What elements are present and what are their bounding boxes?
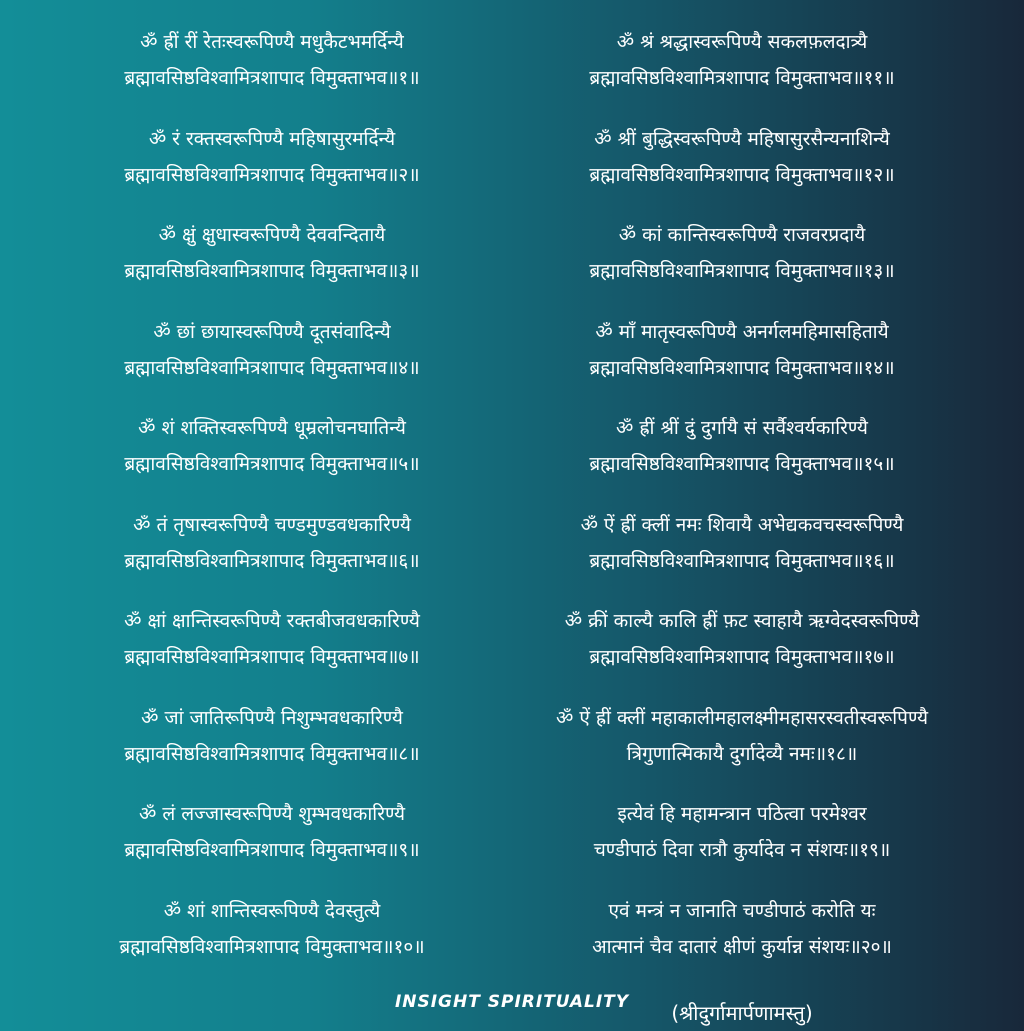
verse-17 — [500, 603, 984, 700]
verse-20 — [500, 893, 984, 990]
verse-refrain-line: आत्मानं चैव दातारं क्षीणं कुर्यान्न संशयः॥२०॥ — [592, 935, 892, 958]
verse-3 — [40, 217, 504, 314]
verse-mantra-line: ॐ रं रक्तस्वरूपिण्यै महिषासुरमर्दिन्यै — [148, 127, 396, 150]
verse-refrain-line: ब्रह्मावसिष्ठविश्वामित्रशापाद विमुक्ताभव॥३॥ — [124, 260, 420, 282]
verse-mantra-line: ॐ ह्रीं रीं रेतःस्वरूपिण्यै मधुकैटभमर्दिन्यै — [140, 31, 404, 53]
verse-refrain-line: ब्रह्मावसिष्ठविश्वामित्रशापाद विमुक्ताभव॥१२॥ — [589, 163, 895, 186]
verse-13 — [500, 217, 984, 314]
verse-18 — [500, 700, 984, 797]
verse-mantra-line: ॐ छां छायास्वरूपिण्यै दूतसंवादिन्यै — [153, 320, 391, 343]
verse-12 — [500, 121, 984, 218]
verse-refrain-line: ब्रह्मावसिष्ठविश्वामित्रशापाद विमुक्ताभव॥११॥ — [589, 67, 895, 89]
verse-2 — [40, 121, 504, 218]
verse-refrain-line: ब्रह्मावसिष्ठविश्वामित्रशापाद विमुक्ताभव॥६॥ — [124, 549, 420, 572]
verse-mantra-line: ॐ श्रीं बुद्धिस्वरूपिण्यै महिषासुरसैन्यनाशिन्यै — [594, 127, 890, 150]
verse-refrain-line: ब्रह्मावसिष्ठविश्वामित्रशापाद विमुक्ताभव॥१३॥ — [589, 260, 895, 282]
verse-mantra-line: ॐ शां शान्तिस्वरूपिण्यै देवस्तुत्यै — [163, 899, 381, 922]
verse-1 — [40, 24, 504, 121]
verse-refrain-line: ब्रह्मावसिष्ठविश्वामित्रशापाद विमुक्ताभव॥२॥ — [124, 163, 420, 186]
verse-refrain-line: चण्डीपाठं दिवा रात्रौ कुर्यादेव न संशयः॥१९॥ — [593, 839, 891, 861]
verse-refrain-line: त्रिगुणात्मिकायै दुर्गादेव्यै नमः॥१८॥ — [626, 742, 858, 765]
verse-mantra-line: ॐ शं शक्तिस्वरूपिण्यै धूम्रलोचनघातिन्यै — [138, 417, 406, 439]
verse-mantra-line: ॐ ह्रीं श्रीं दुं दुर्गायै सं सर्वैश्वर्यकारिण्यै — [616, 417, 868, 439]
verse-mantra-line: ॐ ऐं ह्रीं क्लीं महाकालीमहालक्ष्मीमहासरस्वतीस्वरूपिण्यै — [555, 706, 928, 729]
verse-refrain-line: ब्रह्मावसिष्ठविश्वामित्रशापाद विमुक्ताभव॥७॥ — [124, 646, 420, 668]
verse-19 — [500, 796, 984, 893]
verse-refrain-line: ब्रह्मावसिष्ठविश्वामित्रशापाद विमुक्ताभव॥५॥ — [124, 453, 420, 475]
verse-mantra-line: ॐ तं तृषास्वरूपिण्यै चण्डमुण्डवधकारिण्यै — [133, 513, 411, 536]
verse-refrain-line: ब्रह्मावसिष्ठविश्वामित्रशापाद विमुक्ताभव॥१॥ — [124, 67, 420, 89]
verse-refrain-line: ब्रह्मावसिष्ठविश्वामित्रशापाद विमुक्ताभव॥१६॥ — [589, 549, 895, 572]
verse-mantra-line: इत्येवं हि महामन्त्रान पठित्वा परमेश्वर — [617, 803, 867, 825]
verse-refrain-line: ब्रह्मावसिष्ठविश्वामित्रशापाद विमुक्ताभव॥४॥ — [124, 356, 420, 379]
verse-refrain-line: ब्रह्मावसिष्ठविश्वामित्रशापाद विमुक्ताभव॥९॥ — [124, 839, 420, 861]
verse-mantra-line: ॐ कां कान्तिस्वरूपिण्यै राजवरप्रदायै — [618, 224, 866, 246]
verse-7 — [40, 603, 504, 700]
verse-10 — [40, 893, 504, 990]
verse-mantra-line: एवं मन्त्रं न जानाति चण्डीपाठं करोति यः — [608, 899, 876, 922]
verse-5 — [40, 410, 504, 507]
verse-11 — [500, 24, 984, 121]
verse-refrain-line: ब्रह्मावसिष्ठविश्वामित्रशापाद विमुक्ताभव॥१४॥ — [589, 356, 895, 379]
verse-refrain-line: ब्रह्मावसिष्ठविश्वामित्रशापाद विमुक्ताभव॥१५॥ — [589, 453, 895, 475]
verse-mantra-line: ॐ माँ मातृस्वरूपिण्यै अनर्गलमहिमासहितायै — [595, 320, 889, 343]
verse-mantra-line: ॐ क्षां क्षान्तिस्वरूपिण्यै रक्तबीजवधकारिण्यै — [124, 610, 420, 632]
verse-8 — [40, 700, 504, 797]
verse-9 — [40, 796, 504, 893]
verse-refrain-line: ब्रह्मावसिष्ठविश्वामित्रशापाद विमुक्ताभव॥१७॥ — [589, 646, 895, 668]
verse-15 — [500, 410, 984, 507]
verse-6 — [40, 507, 504, 604]
verse-16 — [500, 507, 984, 604]
left-verse-column — [40, 24, 504, 989]
verse-mantra-line: ॐ ऐं ह्रीं क्लीं नमः शिवायै अभेद्यकवचस्वरूपिण्यै — [580, 513, 904, 536]
right-verse-column — [500, 24, 984, 1031]
brand-watermark: INSIGHT SPIRITUALITY — [394, 992, 630, 1012]
verse-mantra-line: ॐ लं लज्जास्वरूपिण्यै शुम्भवधकारिण्यै — [138, 803, 406, 825]
verse-14 — [500, 314, 984, 411]
verse-refrain-line: ब्रह्मावसिष्ठविश्वामित्रशापाद विमुक्ताभव॥८॥ — [124, 742, 420, 765]
closing-dedication: (श्रीदुर्गामार्पणामस्तु) — [671, 1001, 813, 1025]
verse-mantra-line: ॐ जां जातिरूपिण्यै निशुम्भवधकारिण्यै — [141, 706, 403, 729]
verse-mantra-line: ॐ श्रं श्रद्धास्वरूपिण्यै सकलफ़लदात्र्यै — [616, 31, 868, 53]
verse-refrain-line: ब्रह्मावसिष्ठविश्वामित्रशापाद विमुक्ताभव॥१०॥ — [119, 935, 425, 958]
verse-4 — [40, 314, 504, 411]
verse-mantra-line: ॐ क्रीं काल्यै कालि ह्रीं फ़ट स्वाहायै ऋग्वेदस्वरूपिण्यै — [564, 610, 920, 632]
verse-mantra-line: ॐ क्षुं क्षुधास्वरूपिण्यै देववन्दितायै — [158, 224, 386, 246]
